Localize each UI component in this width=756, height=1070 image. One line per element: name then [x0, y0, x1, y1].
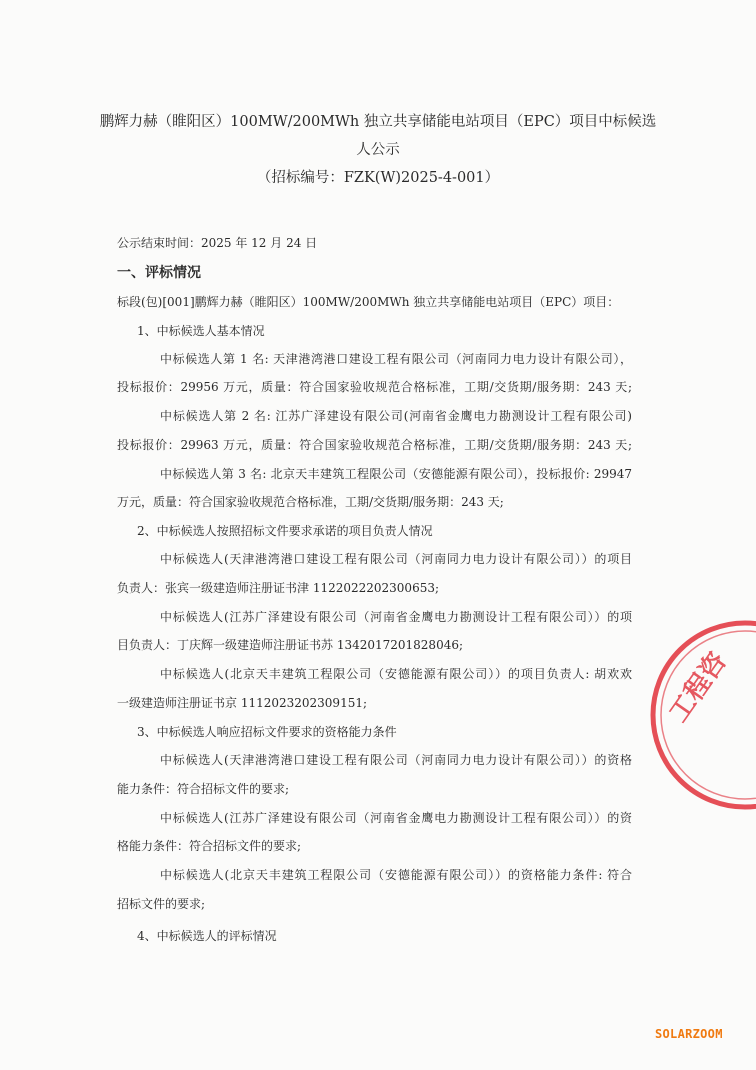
paragraph-line: 投标报价：29963 万元，质量：符合国家验收规范合格标准，工期/交货期/服务期：243 天;	[117, 438, 632, 452]
sub3-heading: 3、中标候选人响应招标文件要求的资格能力条件	[137, 725, 397, 739]
paragraph-line: 中标候选人(北京天丰建筑工程限公司（安德能源有限公司））的资格能力条件: 符合	[160, 868, 632, 882]
paragraph-line: 格能力条件：符合招标文件的要求;	[117, 839, 302, 853]
sub1-heading: 1、中标候选人基本情况	[137, 324, 265, 338]
paragraph-line: 中标候选人第 3 名: 北京天丰建筑工程限公司（安德能源有限公司），投标报价: 29947	[160, 467, 632, 481]
paragraph-line: 投标报价：29956 万元，质量：符合国家验收规范合格标准，工期/交货期/服务期：243 天;	[117, 380, 632, 394]
tender-number: （招标编号：FZK(W)2025-4-001）	[256, 170, 500, 186]
lot-line: 标段(包)[001]鹏辉力赫（睢阳区）100MW/200MWh 独立共享储能电站项目（EPC）项目：	[117, 295, 620, 309]
title-line-1: 鹏辉力赫（睢阳区）100MW/200MWh 独立共享储能电站项目（EPC）项目中标候选	[99, 114, 657, 130]
paragraph-line: 万元，质量：符合国家验收规范合格标准，工期/交货期/服务期：243 天;	[117, 495, 504, 509]
paragraph-line: 中标候选人(江苏广泽建设有限公司（河南省金鹰电力勘测设计工程有限公司））的资	[160, 811, 632, 825]
paragraph-line: 中标候选人第 2 名: 江苏广泽建设有限公司(河南省金鹰电力勘测设计工程有限公司)	[160, 409, 632, 423]
paragraph-line: 中标候选人(江苏广泽建设有限公司（河南省金鹰电力勘测设计工程有限公司））的项	[160, 610, 632, 624]
paragraph-line: 中标候选人(北京天丰建筑工程限公司（安德能源有限公司））的项目负责人: 胡欢欢	[160, 667, 632, 681]
paragraph-line: 能力条件：符合招标文件的要求;	[117, 782, 290, 796]
end-time: 公示结束时间：2025 年 12 月 24 日	[117, 236, 318, 250]
company-seal	[640, 610, 756, 820]
sub2-heading: 2、中标候选人按照招标文件要求承诺的项目负责人情况	[137, 524, 433, 538]
paragraph-line: 中标候选人(天津港湾港口建设工程有限公司（河南同力电力设计有限公司））的项目	[160, 552, 632, 566]
paragraph-line: 中标候选人(天津港湾港口建设工程有限公司（河南同力电力设计有限公司））的资格	[160, 753, 632, 767]
sub4-heading: 4、中标候选人的评标情况	[137, 929, 277, 943]
paragraph-line: 负责人：张宾一级建造师注册证书津 1122022202300653;	[117, 581, 440, 595]
svg-text:工程咨: 工程咨	[663, 646, 733, 728]
title-line-2: 人公示	[356, 142, 400, 158]
paragraph-line: 一级建造师注册证书京 1112023202309151;	[117, 696, 368, 710]
section-heading: 一、评标情况	[117, 265, 201, 281]
paragraph-line: 招标文件的要求;	[117, 897, 206, 911]
paragraph-line: 中标候选人第 1 名: 天津港湾港口建设工程有限公司（河南同力电力设计有限公司），	[160, 352, 632, 366]
solarzoom-watermark: SOLARZOOM	[655, 1027, 723, 1041]
paragraph-line: 目负责人：丁庆辉一级建造师注册证书苏 1342017201828046;	[117, 638, 464, 652]
